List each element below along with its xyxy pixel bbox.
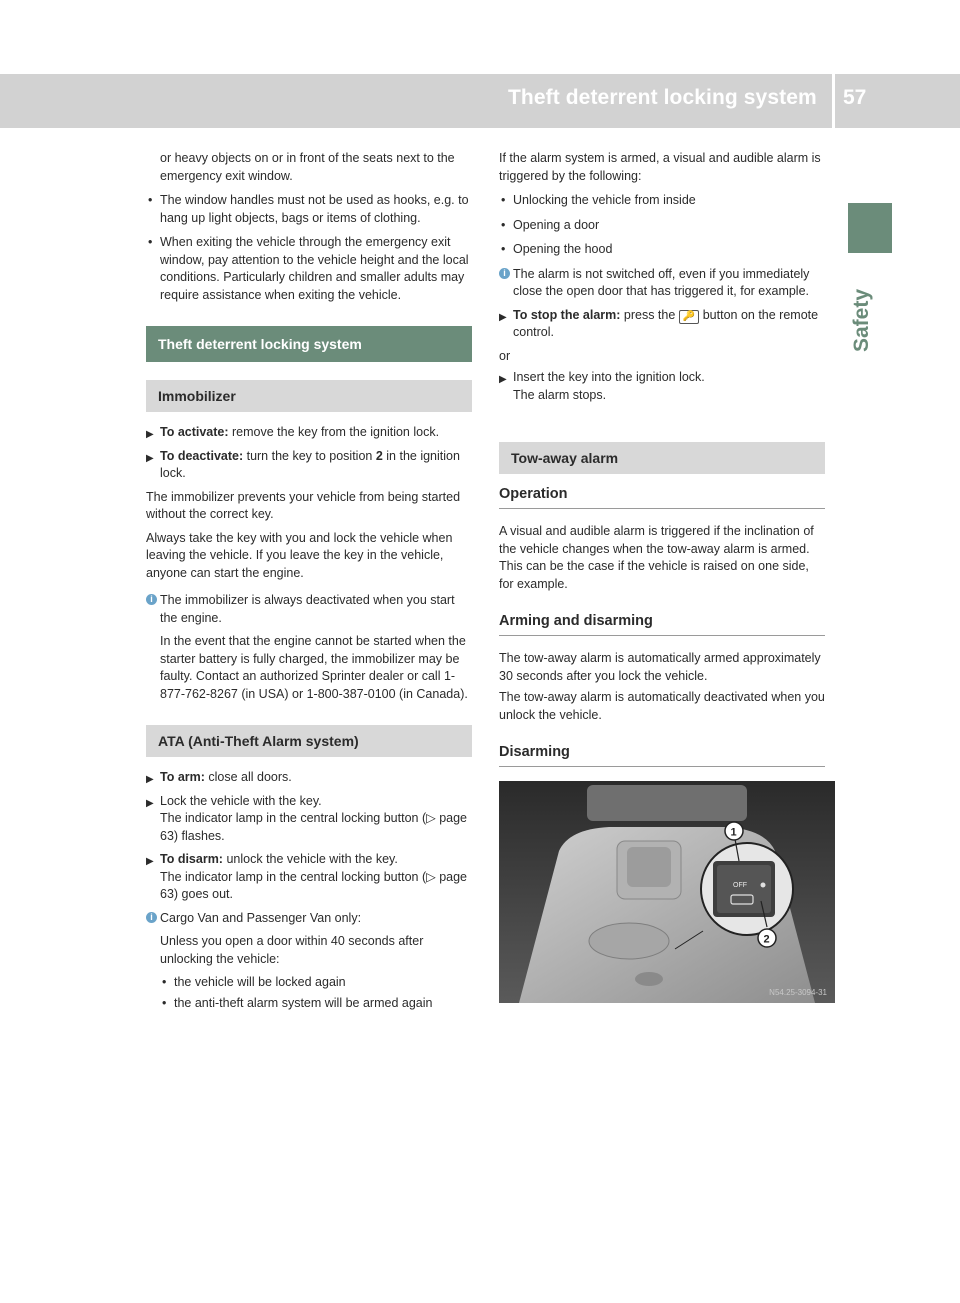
note-text: The immobilizer is always deactivated when you start the engine. [160, 593, 455, 625]
step-text: Insert the key into the ignition lock. [513, 370, 705, 384]
callout-1: 1 [730, 826, 737, 839]
position-value: 2 [375, 448, 383, 463]
step-activate [146, 424, 472, 442]
step-label: To disarm: [160, 852, 223, 866]
callout-2: 2 [763, 933, 770, 946]
list-item: • the vehicle will be locked again [160, 974, 472, 992]
heading-disarming: Disarming [499, 744, 825, 767]
step-text: close all doors. [204, 770, 292, 784]
step-arm [146, 769, 472, 787]
step-arrow-icon: ▶ [499, 374, 507, 385]
figure-code: N54.25-3094-31 [769, 988, 827, 997]
section-tab-marker [848, 203, 892, 253]
info-note [499, 266, 825, 301]
step-result: The alarm stops. [513, 387, 607, 402]
step-label: To deactivate: [160, 448, 244, 463]
heading-arming: Arming and disarming [499, 613, 825, 636]
info-note [146, 592, 472, 627]
step-arrow-icon: ▶ [146, 856, 154, 867]
note-text: Unless you open a door within 40 seconds after unlocking the vehicle: [160, 934, 424, 966]
step-arrow-icon: ▶ [499, 311, 507, 323]
step-result: The indicator lamp in the central locking button (▷ page 63) flashes. [160, 811, 468, 843]
step-arrow-icon: ▶ [146, 429, 154, 440]
step-arrow-icon: ▶ [146, 774, 154, 785]
list-item: • Opening the hood [499, 241, 825, 259]
step-label: To activate: [160, 425, 229, 439]
info-icon: i [146, 594, 157, 605]
list-item: • When exiting the vehicle through the emergency exit window, pay attention to the vehicle height and the local conditions. Particularly children and smaller adults may require assistance when exiting the vehicle. [146, 234, 472, 304]
off-label: OFF [733, 882, 747, 889]
step-text: in the ignition lock. [160, 448, 460, 480]
paragraph: Always take the key with you and lock the vehicle when leaving the vehicle. If you leave the key in the vehicle, anyone can start the engine. [146, 530, 453, 580]
list-item: • the anti-theft alarm system will be armed again [160, 995, 472, 1013]
left-column [146, 150, 472, 1019]
heading-operation: Operation [499, 486, 825, 509]
figure-overhead-control-panel [499, 781, 835, 1003]
step-text: press the [620, 307, 679, 322]
step-text: turn the key to position [243, 448, 376, 463]
step-text: remove the key from the ignition lock. [228, 425, 440, 439]
paragraph: The immobilizer prevents your vehicle from being started without the correct key. [146, 489, 461, 521]
step-text: unlock the vehicle with the key. [222, 852, 398, 866]
step-insert-key [499, 369, 825, 404]
paragraph: A visual and audible alarm is triggered if the inclination of the vehicle changes when the tow-away alarm is armed. This can be the case if the vehicle is raised on one side, for example. [499, 524, 814, 591]
info-icon: i [146, 912, 157, 923]
header-band [0, 74, 960, 128]
step-label: To stop the alarm: [513, 307, 621, 322]
step-text: Lock the vehicle with the key. [160, 793, 322, 808]
step-result: The indicator lamp in the central locking button (▷ page 63) goes out. [160, 869, 468, 901]
step-disarm [146, 851, 472, 904]
right-column [499, 150, 825, 1003]
subsection-heading-immobilizer: Immobilizer [146, 380, 472, 412]
note-text: The alarm is not switched off, even if you immediately close the open door that has triggered it, for example. [513, 266, 810, 298]
step-label: To arm: [160, 770, 205, 784]
info-icon: i [499, 268, 510, 279]
paragraph: If the alarm system is armed, a visual and audible alarm is triggered by the following: [499, 151, 821, 183]
section-side-label: Safety [850, 288, 873, 352]
subsection-heading-tow-away: Tow-away alarm [499, 442, 825, 474]
step-deactivate [146, 448, 472, 483]
note-text: Cargo Van and Passenger Van only: [160, 910, 362, 925]
list-item: • Unlocking the vehicle from inside [499, 192, 825, 210]
subsection-heading-ata: ATA (Anti-Theft Alarm system) [146, 725, 472, 757]
header-divider [832, 74, 835, 128]
section-heading: Theft deterrent locking system [146, 326, 472, 362]
figure-illustration [499, 781, 835, 1003]
step-stop-alarm [499, 307, 825, 342]
page-number: 57 [843, 86, 867, 109]
key-button-icon: 🔑 [679, 310, 699, 324]
bullet-continuation: or heavy objects on or in front of the seats next to the emergency exit window. [160, 151, 455, 183]
info-note [146, 910, 472, 928]
step-lock [146, 793, 472, 846]
paragraph: The tow-away alarm is automatically deactivated when you unlock the vehicle. [499, 690, 825, 722]
list-item: • Opening a door [499, 217, 825, 235]
or-text: or [499, 348, 511, 363]
list-item: • The window handles must not be used as hooks, e.g. to hang up light objects, bags or items of clothing. [146, 192, 472, 227]
step-arrow-icon: ▶ [146, 452, 154, 464]
step-arrow-icon: ▶ [146, 797, 154, 809]
page-header-title: Theft deterrent locking system [508, 86, 817, 109]
note-text: In the event that the engine cannot be started when the starter battery is fully charged, the immobilizer may be faulty. Contact an authorized Sprinter dealer or call 1-877-762-8267 (in USA) or 1-800-387-0100 (in Canada). [160, 634, 468, 701]
paragraph: The tow-away alarm is automatically armed approximately 30 seconds after you lock the vehicle. [499, 651, 821, 683]
step-text: button on the remote control. [513, 307, 819, 339]
